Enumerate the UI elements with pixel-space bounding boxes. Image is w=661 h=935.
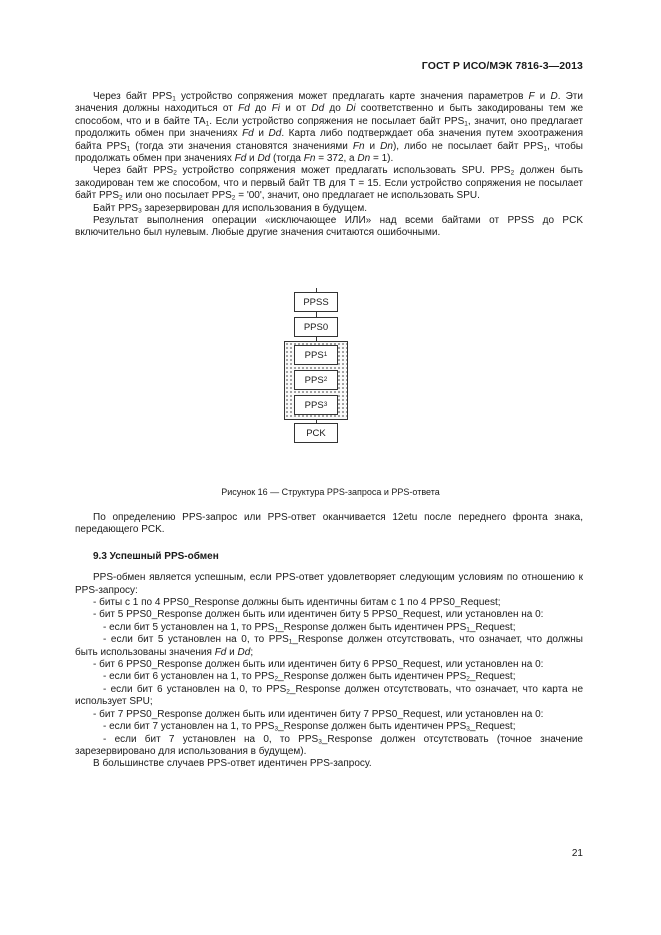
list-item: - если бит 5 установлен на 1, то $PPS_1\_Response$ должен быть идентичен $PPS_1\_Request$; <box>103 621 516 634</box>
paragraph-pps1: Через байт $PPS_1$ устройство сопряжения может предлагать карте значения параметров F и D. Эти значения должны находиться от Fd до Fi и от Dd до Di соответственно и быть закодированы тем же способом, что и в байте $TA_1$. Если устройство сопряжения не посылает байт $PPS_1$, значит, оно предлагает продолжить обмен при значениях Fd и Dd. Карта либо подтверждает оба значения путем эхоотражения байта $PPS_1$ (тогда эти значения становятся значениями Fn и Dn), либо не посылает байт $PPS_1$, чтобы продолжать обмен при значениях Fd и Dd (тогда Fn = 372, а Dn = 1). <box>75 91 584 165</box>
figure-caption: Рисунок 16 — Структура PPS-запроса и PPS-ответа <box>221 487 440 497</box>
list-item: - биты с 1 по 4 PPS0_Response должны быть идентичны битам с 1 по 4 PPS0_Request; <box>93 597 501 609</box>
section-closing: В большинстве случаев PPS-ответ идентичен PPS-запросу. <box>93 758 372 770</box>
body-text-top <box>75 91 583 240</box>
paragraph-pps3: Байт $PPS_3$ зарезервирован для использования в будущем. <box>93 202 367 215</box>
standard-header: ГОСТ Р ИСО/МЭК 7816-3—2013 <box>421 60 583 72</box>
box-pps0: PPS0 <box>294 317 338 337</box>
section-intro: PPS-обмен является успешным, если PPS-ответ удовлетворяет следующим условиям по отношению к PPS-запросу: <box>75 572 583 596</box>
list-item: - если бит 7 установлен на 1, то $PPS_3\_Response$ должен быть идентичен $PPS_3\_Request$; <box>103 721 516 733</box>
pps-structure-figure <box>0 286 661 446</box>
box-ppss: PPSS <box>294 292 338 312</box>
box-pps1: PPS 1 <box>294 345 338 365</box>
paragraph-xor-result: Результат выполнения операции «исключающее ИЛИ» над всеми байтами от PPSS до PCK включительно был нулевым. Любые другие значения считаются ошибочными. <box>75 215 583 239</box>
list-item: - если бит 5 установлен на 0, то $PPS_1\_Response$ должен отсутствовать, что означает, что должны быть использованы значения Fd и Dd; <box>75 634 583 658</box>
box-pps3: PPS 3 <box>294 395 338 415</box>
section-title: 9.3 Успешный PPS-обмен <box>93 550 219 562</box>
list-item: - если бит 7 установлен на 0, то $PPS_3\_Response$ должен отсутствовать (точное значение зарезервировано для использования в будущем). <box>75 733 583 757</box>
box-pps2: PPS 2 <box>294 370 338 390</box>
paragraph-etu: По определению PPS-запрос или PPS-ответ оканчивается 12etu после переднего фронта знака, передающего PCK. <box>75 512 583 536</box>
page-number: 21 <box>571 848 583 859</box>
list-item: - бит 7 PPS0_Response должен быть или идентичен биту 7 PPS0_Request, или установлен на 0: <box>93 708 544 720</box>
list-item: - если бит 6 установлен на 1, то $PPS_2\_Response$ должен быть идентичен $PPS_2\_Request$; <box>103 671 516 683</box>
list-item: - бит 5 PPS0_Response должен быть или идентичен биту 5 PPS0_Request, или установлен на 0: <box>93 609 544 621</box>
list-item: - бит 6 PPS0_Response должен быть или идентичен биту 6 PPS0_Request, или установлен на 0: <box>93 659 544 671</box>
list-item: - если бит 6 установлен на 0, то $PPS_2\_Response$ должен отсутствовать, что означает, что карта не использует SPU; <box>75 683 584 708</box>
paragraph-pps2: Через байт $PPS_2$ устройство сопряжения может предлагать использовать SPU. $PPS_2$ должен быть закодирован тем же способом, что и первый байт TB для T = 15. Если устройство сопряжения не посылает байт $PPS_2$ или оно посылает $PPS_2$ = '00', значит, оно предлагает не использовать SPU. <box>75 165 583 202</box>
box-pck: PCK <box>294 423 338 443</box>
body-text-bottom <box>75 512 583 771</box>
